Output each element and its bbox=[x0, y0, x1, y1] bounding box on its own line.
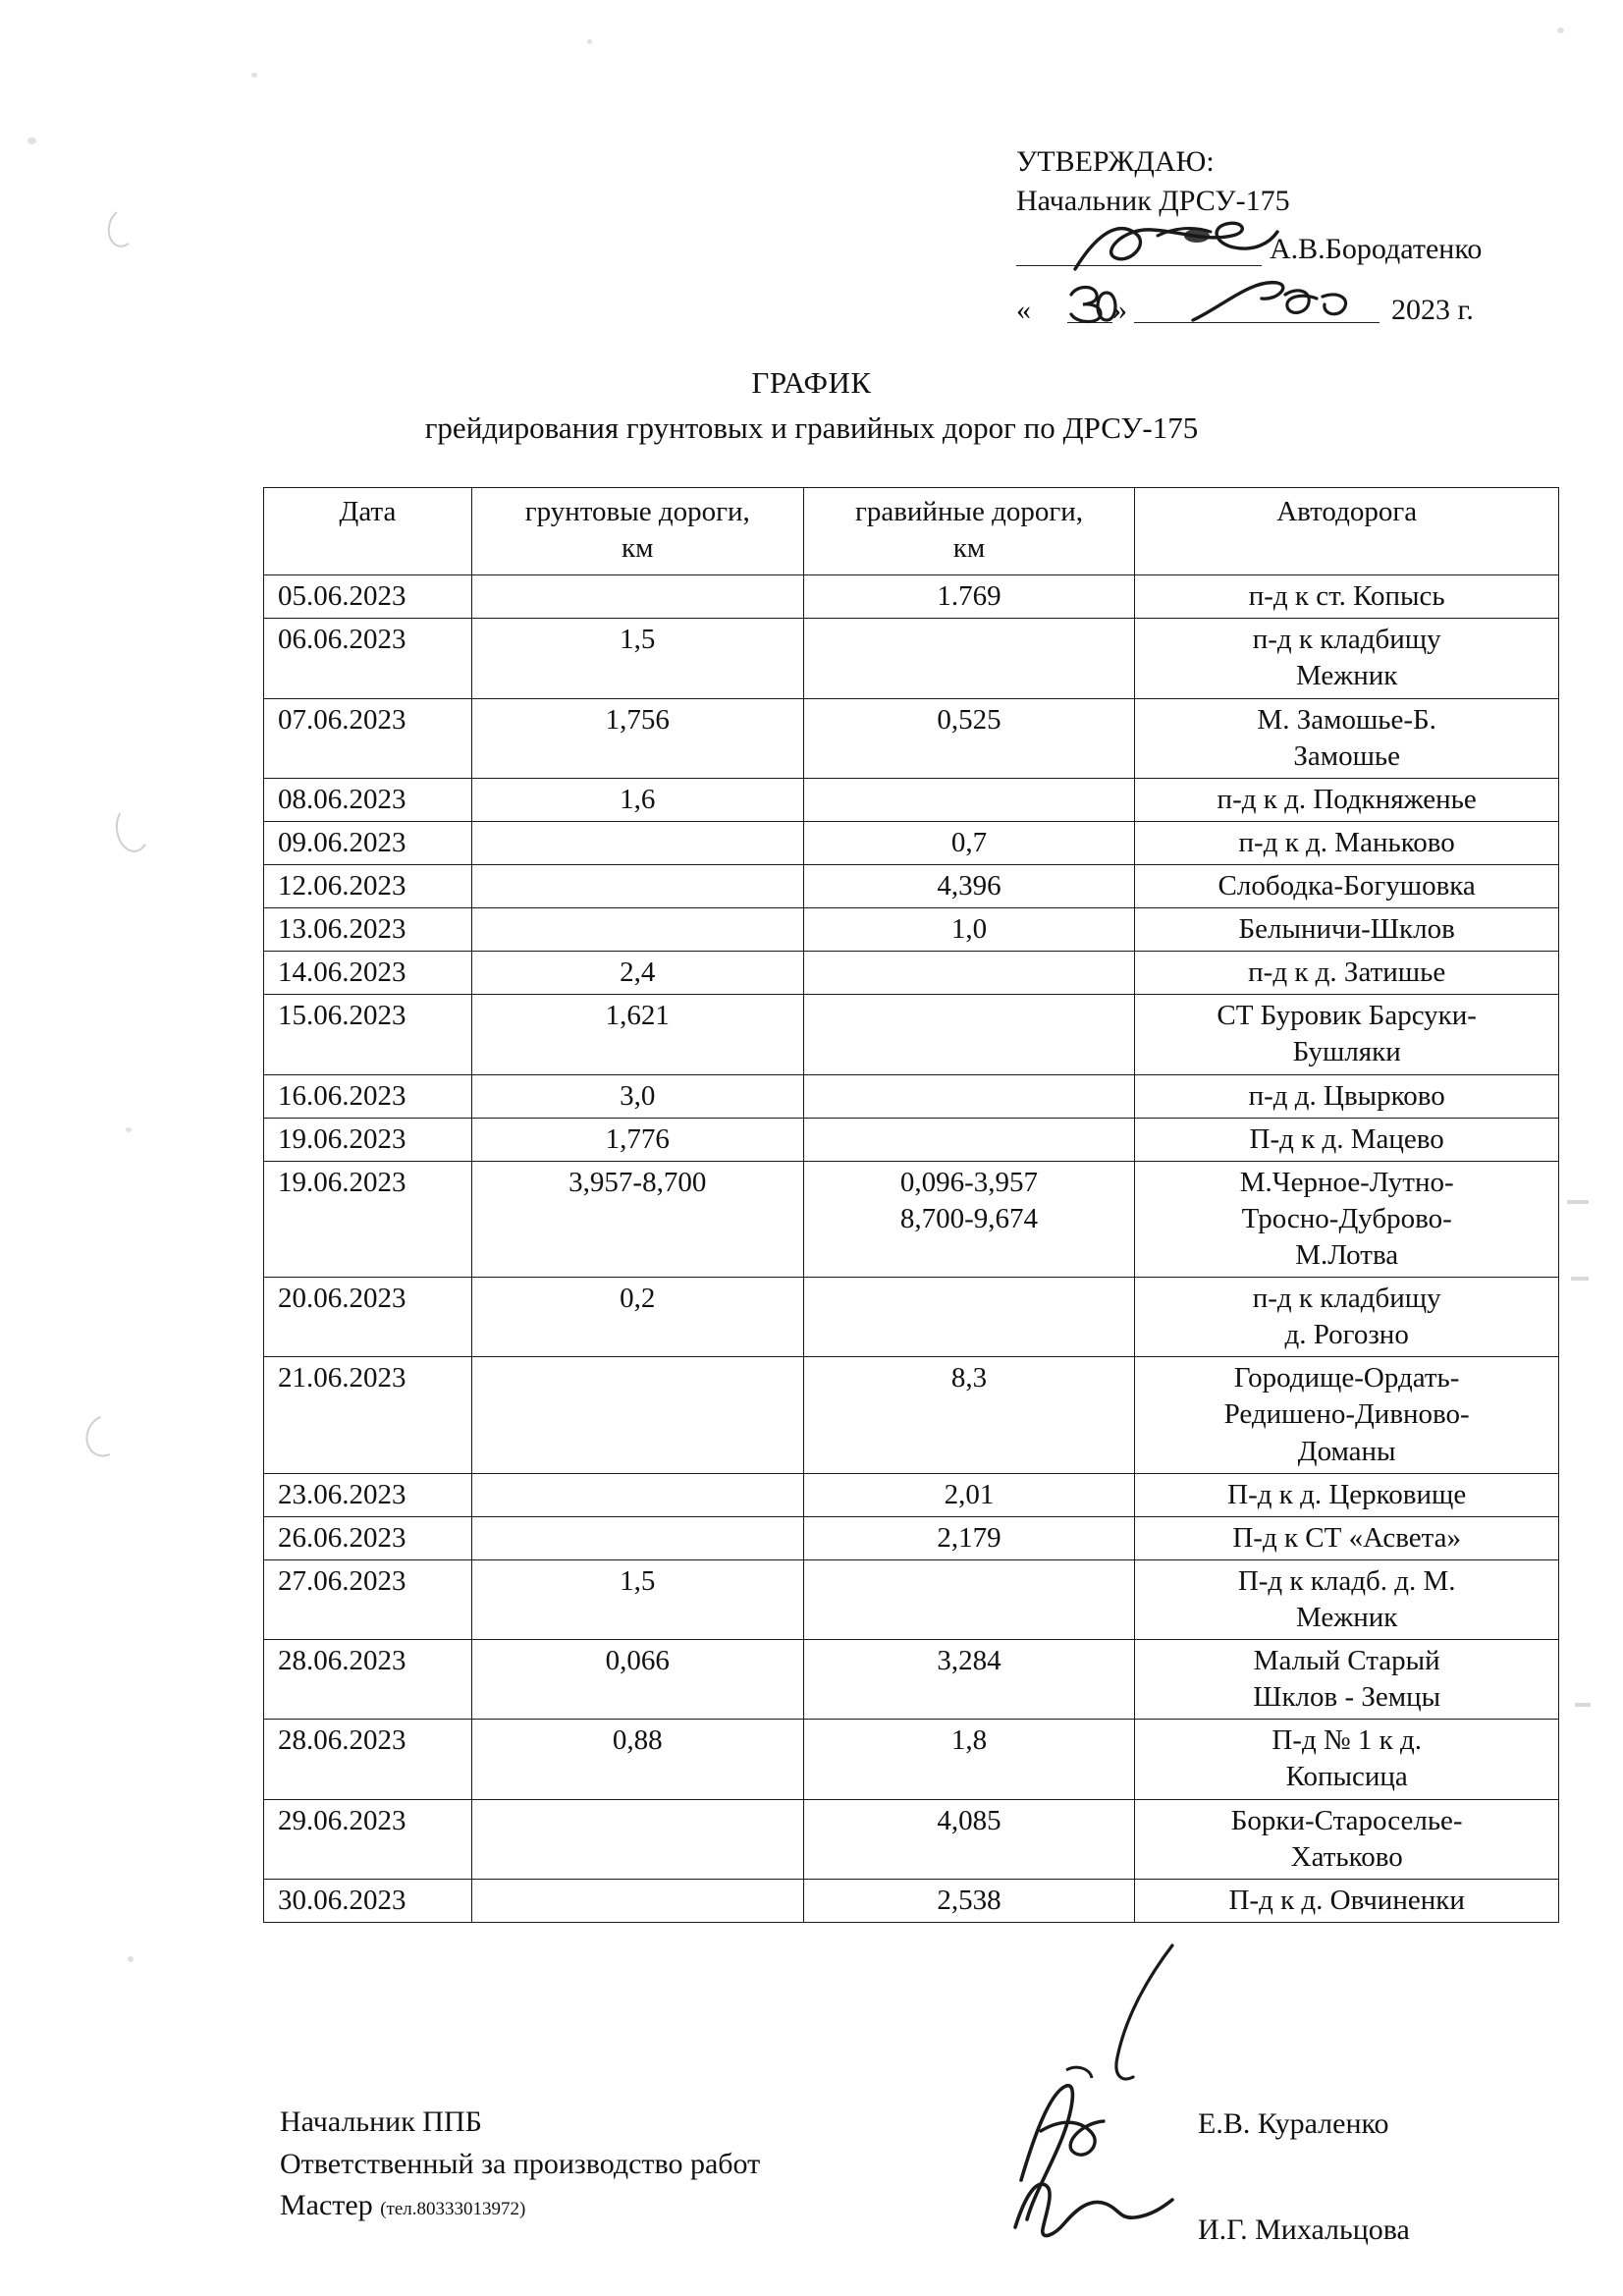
cell-soil-km bbox=[471, 575, 803, 619]
cell-road-name: Городище-Ордать- Редишено-Дивново- Доманы bbox=[1135, 1357, 1559, 1473]
cell-gravel-km: 3,284 bbox=[803, 1640, 1135, 1720]
cell-soil-km: 3,957-8,700 bbox=[471, 1161, 803, 1277]
cell-road-name: П-д к СТ «Асвета» bbox=[1135, 1516, 1559, 1559]
cell-date: 21.06.2023 bbox=[264, 1357, 472, 1473]
cell-soil-km bbox=[471, 1516, 803, 1559]
cell-road-name: Малый Старый Шклов - Земцы bbox=[1135, 1640, 1559, 1720]
cell-road-name: П-д к д. Церковище bbox=[1135, 1473, 1559, 1516]
header-date: Дата bbox=[264, 488, 472, 575]
table-row bbox=[264, 1516, 1559, 1559]
scan-edge-mark bbox=[1575, 1703, 1591, 1707]
signer-1-name: Е.В. Кураленко bbox=[1198, 2107, 1389, 2140]
header-gravel-roads: гравийные дороги, км bbox=[803, 488, 1135, 575]
cell-road-name: П-д № 1 к д. Копысица bbox=[1135, 1720, 1559, 1799]
document-title: ГРАФИК bbox=[751, 365, 872, 400]
approval-signature-row bbox=[1016, 224, 1566, 277]
cell-gravel-km: 2,179 bbox=[803, 1516, 1135, 1559]
table-row bbox=[264, 619, 1559, 698]
cell-date: 30.06.2023 bbox=[264, 1879, 472, 1922]
cell-soil-km bbox=[471, 1473, 803, 1516]
header-road-name: Автодорога bbox=[1135, 488, 1559, 575]
cell-road-name: П-д к д. Овчиненки bbox=[1135, 1879, 1559, 1922]
cell-date: 14.06.2023 bbox=[264, 952, 472, 995]
cell-gravel-km: 4,085 bbox=[803, 1799, 1135, 1879]
footer-line-2: Ответственный за производство работ bbox=[280, 2147, 761, 2180]
scan-arc bbox=[113, 803, 152, 854]
table-row bbox=[264, 1473, 1559, 1516]
cell-road-name: П-д к кладб. д. М. Межник bbox=[1135, 1559, 1559, 1639]
cell-soil-km: 1,5 bbox=[471, 619, 803, 698]
cell-road-name: М. Замошье-Б. Замошье bbox=[1135, 698, 1559, 778]
approval-year: 2023 г. bbox=[1391, 294, 1474, 327]
table-row bbox=[264, 1879, 1559, 1922]
cell-gravel-km: 2,01 bbox=[803, 1473, 1135, 1516]
approval-date-row bbox=[1016, 283, 1566, 332]
approval-word: УТВЕРЖДАЮ: bbox=[1016, 145, 1215, 178]
cell-date: 19.06.2023 bbox=[264, 1118, 472, 1161]
cell-date: 19.06.2023 bbox=[264, 1161, 472, 1277]
cell-road-name: Слободка-Богушовка bbox=[1135, 864, 1559, 907]
quote-open: « bbox=[1016, 294, 1031, 327]
cell-gravel-km: 2,538 bbox=[803, 1879, 1135, 1922]
cell-gravel-km: 4,396 bbox=[803, 864, 1135, 907]
table-row bbox=[264, 698, 1559, 778]
table-row bbox=[264, 908, 1559, 952]
table-row bbox=[264, 1357, 1559, 1473]
table-row bbox=[264, 1278, 1559, 1357]
cell-gravel-km bbox=[803, 1559, 1135, 1639]
cell-road-name: П-д к д. Мацево bbox=[1135, 1118, 1559, 1161]
cell-road-name: Белыничи-Шклов bbox=[1135, 908, 1559, 952]
scan-edge-mark bbox=[1567, 1200, 1589, 1204]
table-row bbox=[264, 1161, 1559, 1277]
cell-soil-km: 0,88 bbox=[471, 1720, 803, 1799]
cell-gravel-km: 0,7 bbox=[803, 821, 1135, 864]
cell-date: 28.06.2023 bbox=[264, 1640, 472, 1720]
cell-date: 08.06.2023 bbox=[264, 778, 472, 821]
cell-gravel-km bbox=[803, 1278, 1135, 1357]
cell-date: 23.06.2023 bbox=[264, 1473, 472, 1516]
cell-soil-km: 1,5 bbox=[471, 1559, 803, 1639]
cell-road-name: п-д к кладбищу Межник bbox=[1135, 619, 1559, 698]
cell-soil-km bbox=[471, 908, 803, 952]
cell-soil-km: 3,0 bbox=[471, 1074, 803, 1118]
cell-date: 20.06.2023 bbox=[264, 1278, 472, 1357]
cell-road-name: п-д к ст. Копысь bbox=[1135, 575, 1559, 619]
cell-gravel-km: 1,0 bbox=[803, 908, 1135, 952]
approval-position: Начальник ДРСУ-175 bbox=[1016, 184, 1290, 217]
document-subtitle: грейдирования грунтовых и гравийных дорог по ДРСУ-175 bbox=[424, 410, 1199, 445]
cell-soil-km bbox=[471, 1357, 803, 1473]
schedule-table bbox=[263, 487, 1559, 1923]
table-row bbox=[264, 1118, 1559, 1161]
cell-gravel-km bbox=[803, 952, 1135, 995]
quote-close: » bbox=[1112, 294, 1127, 327]
footer-phone: (тел.80333013972) bbox=[380, 2199, 526, 2220]
cell-soil-km: 1,776 bbox=[471, 1118, 803, 1161]
cell-soil-km bbox=[471, 1799, 803, 1879]
cell-gravel-km: 0,525 bbox=[803, 698, 1135, 778]
cell-date: 12.06.2023 bbox=[264, 864, 472, 907]
day-rule bbox=[1067, 322, 1112, 323]
footer-line-3 bbox=[280, 2185, 947, 2227]
cell-date: 26.06.2023 bbox=[264, 1516, 472, 1559]
cell-date: 13.06.2023 bbox=[264, 908, 472, 952]
cell-gravel-km bbox=[803, 1074, 1135, 1118]
cell-soil-km: 1,6 bbox=[471, 778, 803, 821]
cell-road-name: п-д д. Цвырково bbox=[1135, 1074, 1559, 1118]
table-body bbox=[264, 575, 1559, 1923]
cell-soil-km bbox=[471, 821, 803, 864]
approver-name: А.В.Бородатенко bbox=[1270, 233, 1483, 266]
cell-date: 09.06.2023 bbox=[264, 821, 472, 864]
table-row bbox=[264, 1559, 1559, 1639]
cell-road-name: п-д к д. Подкняженье bbox=[1135, 778, 1559, 821]
table-row bbox=[264, 952, 1559, 995]
scan-arc bbox=[79, 1408, 131, 1463]
cell-gravel-km: 1,8 bbox=[803, 1720, 1135, 1799]
scan-speck bbox=[251, 73, 257, 78]
table-row bbox=[264, 1074, 1559, 1118]
scan-edge-mark bbox=[1571, 1277, 1589, 1281]
scan-speck bbox=[126, 1127, 132, 1132]
cell-soil-km: 0,066 bbox=[471, 1640, 803, 1720]
cell-soil-km: 0,2 bbox=[471, 1278, 803, 1357]
scan-speck bbox=[587, 39, 592, 44]
footer-left bbox=[280, 2102, 947, 2227]
cell-gravel-km bbox=[803, 1118, 1135, 1161]
footer-line-1: Начальник ППБ bbox=[280, 2105, 482, 2138]
signer-2-name: И.Г. Михальцова bbox=[1198, 2214, 1410, 2246]
table-row bbox=[264, 1720, 1559, 1799]
table-row bbox=[264, 995, 1559, 1074]
cell-date: 05.06.2023 bbox=[264, 575, 472, 619]
table-header-row bbox=[264, 488, 1559, 575]
cell-soil-km bbox=[471, 864, 803, 907]
cell-soil-km bbox=[471, 1879, 803, 1922]
handwritten-month-icon bbox=[1183, 277, 1380, 332]
cell-date: 06.06.2023 bbox=[264, 619, 472, 698]
cell-road-name: п-д к кладбищу д. Рогозно bbox=[1135, 1278, 1559, 1357]
cell-road-name: п-д к д. Затишье bbox=[1135, 952, 1559, 995]
cell-date: 29.06.2023 bbox=[264, 1799, 472, 1879]
cell-soil-km: 1,756 bbox=[471, 698, 803, 778]
table-row bbox=[264, 778, 1559, 821]
cell-road-name: Борки-Староселье- Хатьково bbox=[1135, 1799, 1559, 1879]
signature-rule bbox=[1016, 265, 1262, 266]
scan-arc bbox=[104, 205, 141, 249]
cell-road-name: М.Черное-Лутно- Тросно-Дуброво- М.Лотва bbox=[1135, 1161, 1559, 1277]
scan-speck bbox=[1557, 27, 1564, 33]
cell-gravel-km: 1.769 bbox=[803, 575, 1135, 619]
cell-date: 16.06.2023 bbox=[264, 1074, 472, 1118]
footer-signature-tail-icon bbox=[1108, 1940, 1186, 2087]
cell-soil-km: 2,4 bbox=[471, 952, 803, 995]
cell-gravel-km: 8,3 bbox=[803, 1357, 1135, 1473]
cell-road-name: п-д к д. Маньково bbox=[1135, 821, 1559, 864]
cell-road-name: СТ Буровик Барсуки- Бушляки bbox=[1135, 995, 1559, 1074]
cell-gravel-km bbox=[803, 619, 1135, 698]
scan-speck bbox=[128, 1956, 134, 1962]
table-row bbox=[264, 864, 1559, 907]
scan-speck bbox=[27, 137, 36, 144]
table-row bbox=[264, 1640, 1559, 1720]
cell-date: 27.06.2023 bbox=[264, 1559, 472, 1639]
table-row bbox=[264, 821, 1559, 864]
approval-block bbox=[1016, 142, 1566, 332]
table-row bbox=[264, 575, 1559, 619]
footer-master-label: Мастер bbox=[280, 2189, 373, 2222]
cell-date: 28.06.2023 bbox=[264, 1720, 472, 1799]
footer-signature-scribble-icon bbox=[982, 2062, 1217, 2259]
cell-date: 07.06.2023 bbox=[264, 698, 472, 778]
table-row bbox=[264, 1799, 1559, 1879]
signature-scribble-icon bbox=[1067, 214, 1293, 283]
cell-date: 15.06.2023 bbox=[264, 995, 472, 1074]
cell-gravel-km bbox=[803, 778, 1135, 821]
month-rule bbox=[1134, 322, 1380, 323]
cell-soil-km: 1,621 bbox=[471, 995, 803, 1074]
header-soil-roads: грунтовые дороги, км bbox=[471, 488, 803, 575]
cell-gravel-km bbox=[803, 995, 1135, 1074]
cell-gravel-km: 0,096-3,957 8,700-9,674 bbox=[803, 1161, 1135, 1277]
